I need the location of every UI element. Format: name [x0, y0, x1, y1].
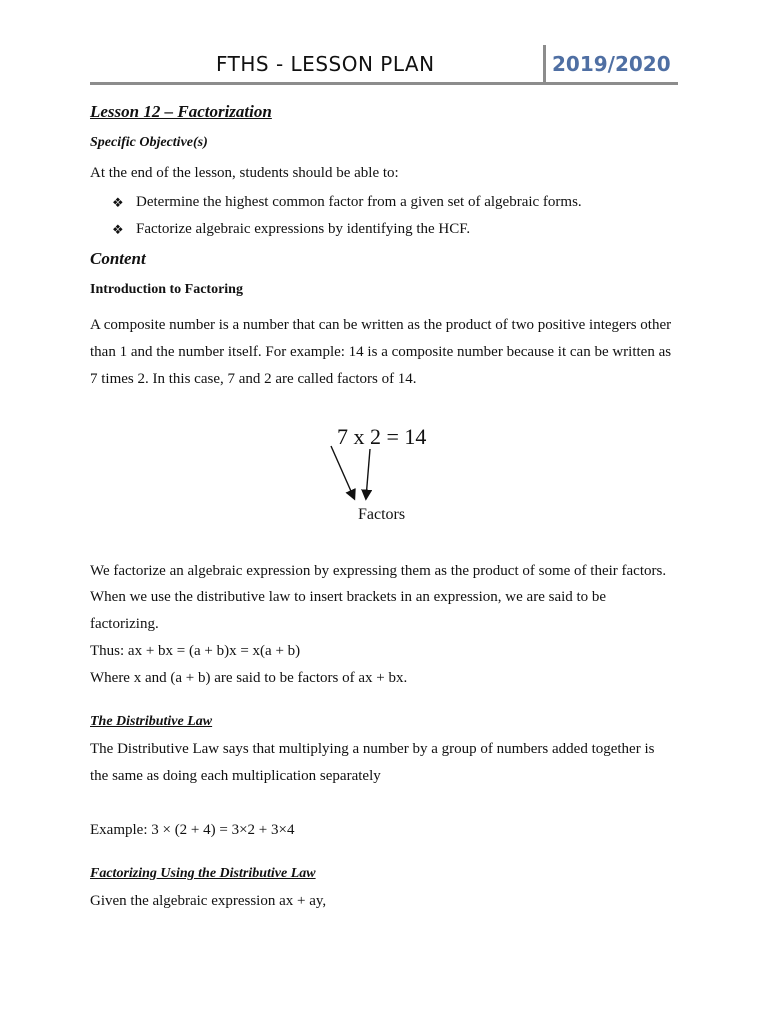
formula-line: Thus: ax + bx = (a + b)x = x(a + b): [90, 643, 301, 659]
content-heading: Content: [90, 249, 146, 268]
paragraph-line: than 1 and the number itself. For example: 14 is a composite number because it can be written as: [90, 344, 672, 360]
header-title: FTHS - LESSON PLAN: [216, 52, 435, 76]
bullet-diamond-icon: ❖: [112, 195, 124, 210]
objective-item: Factorize algebraic expressions by identifying the HCF.: [136, 221, 471, 237]
arrow-from-7: [331, 446, 354, 498]
arrow-from-2: [366, 449, 370, 498]
paragraph-line: We factorize an algebraic expression by expressing them as the product of some of their factors.: [90, 563, 667, 579]
lesson-title: Lesson 12 – Factorization: [90, 102, 272, 121]
objectives-intro: At the end of the lesson, students should be able to:: [90, 165, 399, 181]
factor-arrows: [320, 440, 390, 504]
paragraph-line: A composite number is a number that can be written as the product of two positive integers other: [90, 317, 672, 333]
header-rule: [90, 82, 678, 85]
factor-equation: 7 x 2 = 14: [337, 424, 427, 449]
header-year: 2019/2020: [552, 52, 671, 76]
header-separator: [543, 45, 546, 85]
paragraph-line: Where x and (a + b) are said to be factors of ax + bx.: [90, 670, 408, 686]
example-line: Example: 3 × (2 + 4) = 3×2 + 3×4: [90, 822, 295, 838]
objective-item: Determine the highest common factor from a given set of algebraic forms.: [136, 194, 582, 210]
objectives-heading: Specific Objective(s): [90, 135, 208, 150]
paragraph-line: factorizing.: [90, 616, 159, 632]
paragraph-line: The Distributive Law says that multiplying a number by a group of numbers added together is: [90, 741, 655, 757]
paragraph-line: When we use the distributive law to insert brackets in an expression, we are said to be: [90, 589, 607, 605]
paragraph-line: 7 times 2. In this case, 7 and 2 are called factors of 14.: [90, 371, 417, 387]
factors-label: Factors: [358, 506, 406, 523]
factorizing-using-heading: Factorizing Using the Distributive Law: [90, 866, 316, 881]
bullet-diamond-icon: ❖: [112, 222, 124, 237]
paragraph-line: the same as doing each multiplication separately: [90, 768, 381, 784]
intro-heading: Introduction to Factoring: [90, 282, 243, 297]
paragraph-line: Given the algebraic expression ax + ay,: [90, 893, 327, 909]
distributive-heading: The Distributive Law: [90, 714, 213, 729]
